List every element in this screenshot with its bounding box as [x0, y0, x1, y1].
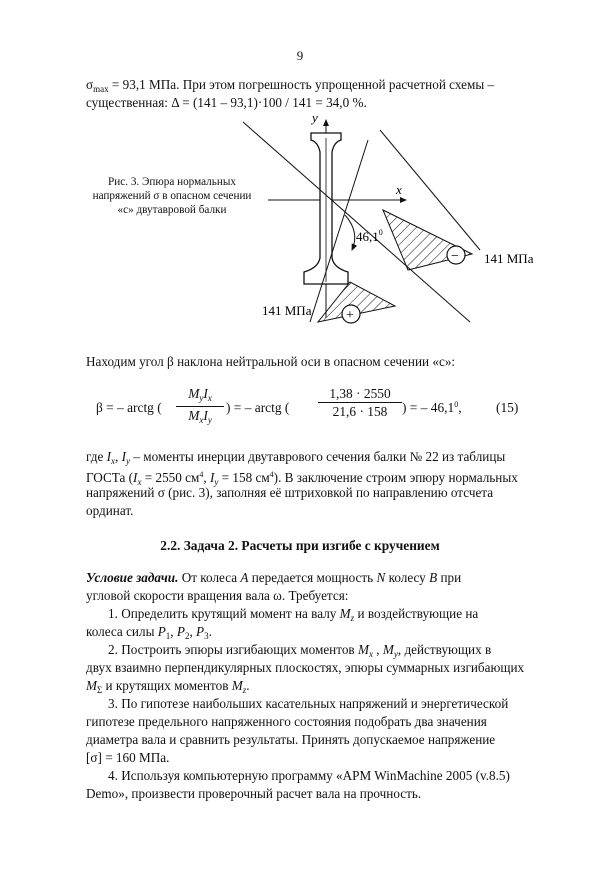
where-line-2: ГОСТа ($I_x = 2550$ $см^4$, $I_y = 158$ $см^4$). В заключение строим эпюру нормальных	[86, 470, 518, 487]
item-4-line-2: Demo», произвести проверочный расчет вала на прочность.	[86, 786, 422, 801]
caption-line: Рис. 3. Эпюра нормальных	[108, 176, 236, 188]
formula-number: (15)	[496, 400, 519, 415]
angle-intro: Находим угол β наклона нейтральной оси в опасном сечении «c»:	[86, 354, 456, 369]
item-2-line-2: двух взаимно перпендикулярных плоскостях, эпюры суммарных изгибающих	[86, 660, 525, 675]
item-3-line-4: [σ] = 160 МПа.	[86, 750, 170, 765]
item-2-line-1: 2. Построить эпюры изгибающих моментов $M_x$ , $M_y$, действующих в	[108, 642, 492, 659]
sigma-subscript: max	[93, 84, 109, 94]
caption-line: напряжений σ в опасном сечении	[92, 190, 252, 202]
item-3-line-1: 3. По гипотезе наибольших касательных напряжений и энергетической	[108, 696, 509, 711]
sigma-symbol: σ	[86, 77, 94, 92]
formula-rhs: ) = – 46,1$^0$,	[402, 400, 462, 415]
page-number: 9	[296, 48, 304, 63]
item-2-line-3: $M_\Sigma$ и крутящих моментов $M_z$.	[86, 678, 250, 695]
intro-line-2: существенная: Δ = (141 – 93,1)·100 / 141 = 34,0 %.	[86, 95, 367, 110]
section-heading: 2.2. Задача 2. Расчеты при изгибе с кручением	[160, 538, 440, 553]
x-axis-label: x	[396, 182, 402, 197]
minus-sign: −	[451, 249, 459, 264]
bottom-stress-value: 141 МПа	[262, 303, 312, 318]
formula-fraction-2: 1,38 · 2550 21,6 · 158	[318, 386, 402, 421]
angle-label: 46,1$^0$	[356, 228, 383, 244]
formula-lhs: β = – arctg (	[96, 400, 162, 415]
intro-line-1-text: = 93,1 МПа. При этом погрешность упрощенной расчетной схемы –	[111, 77, 495, 92]
where-line-1: где $I_x$, $I_y$ – моменты инерции двутаврового сечения балки № 22 из таблицы	[86, 449, 506, 466]
item-3-line-3: диаметра вала и сравнить результаты. Принять допускаемое напряжение	[86, 732, 496, 747]
formula-fraction-1: $M_yI_x$ $M_xI_y$	[176, 386, 224, 429]
formula-mid: ) = – arctg (	[226, 400, 290, 415]
item-1-line-2: колеса силы $P_1$, $P_2$, $P_3$.	[86, 624, 212, 641]
where-line-4: ординат.	[86, 503, 134, 518]
formula-15	[96, 386, 526, 430]
condition-line-1: Условие задачи. От колеса A передается мощность N колесу B при	[86, 570, 462, 585]
condition-line-2: угловой скорости вращения вала ω. Требуется:	[86, 588, 349, 603]
top-stress-value: 141 МПа	[484, 251, 534, 266]
item-4-line-1: 4. Используя компьютерную программу «APM WinMachine 2005 (v.8.5)	[108, 768, 510, 783]
plus-sign: +	[346, 308, 354, 323]
y-axis-label: y	[312, 110, 318, 125]
caption-line: «c» двутавровой балки	[117, 204, 227, 216]
item-1-line-1: 1. Определить крутящий момент на валу $M_z$ и воздействующие на	[108, 606, 479, 623]
item-3-line-2: гипотезе предельного напряженного состояния подобрать два значения	[86, 714, 487, 729]
angle-arc	[345, 215, 355, 250]
where-line-3: напряжений σ (рис. 3), заполняя её штриховкой по направлению отсчета	[86, 485, 494, 500]
